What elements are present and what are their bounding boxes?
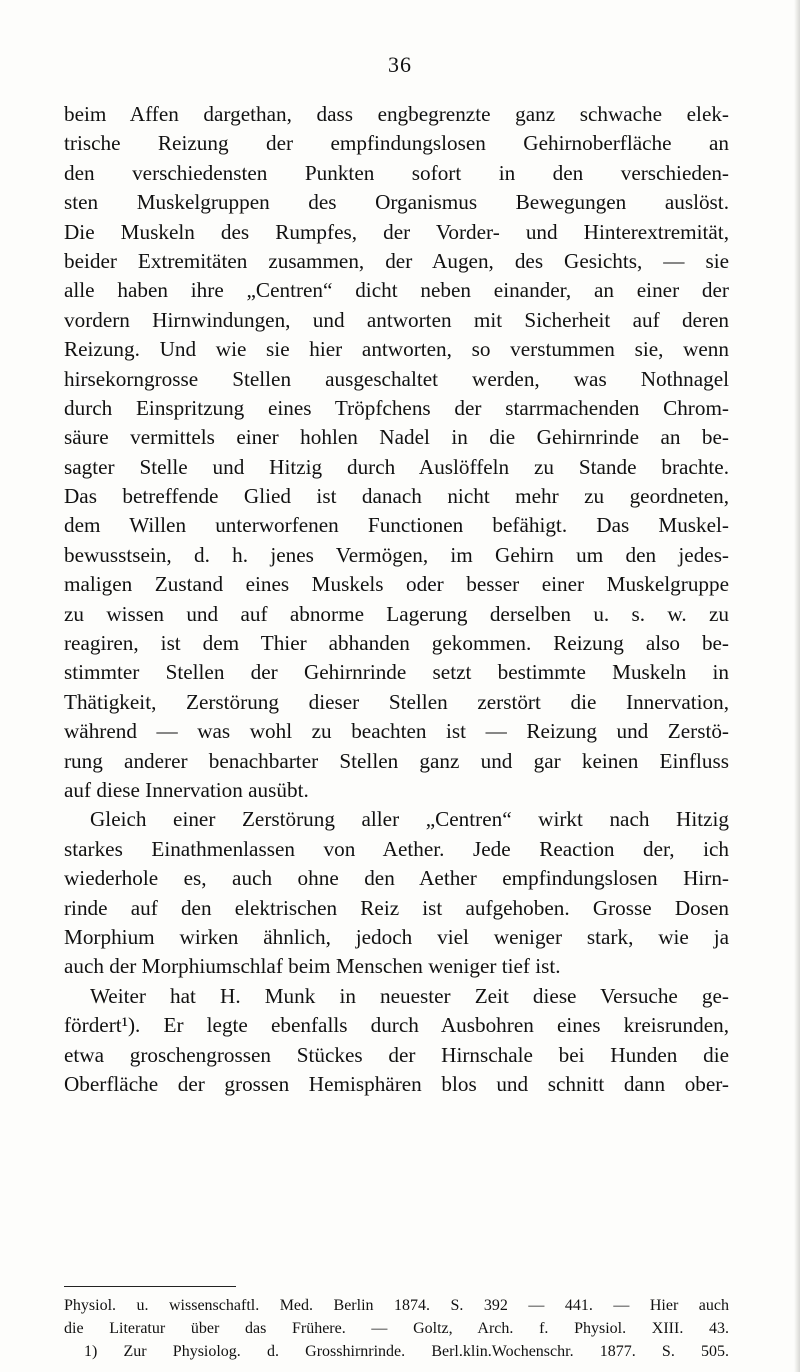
text-line: Morphium wirken ähnlich, jedoch viel weniger stark, wie ja <box>64 924 729 949</box>
text-line: durch Einspritzung eines Tröpfchens der starrmachenden Chrom- <box>64 395 729 420</box>
footnote-divider <box>64 1286 236 1287</box>
text-line: den verschiedensten Punkten sofort in den verschieden- <box>64 160 729 185</box>
text-line-paragraph-start: Weiter hat H. Munk in neuester Zeit diese Versuche ge- <box>90 983 729 1008</box>
text-line: Oberfläche der grossen Hemisphären blos und schnitt dann ober- <box>64 1071 729 1096</box>
text-line: Thätigkeit, Zerstörung dieser Stellen zerstört die Innervation, <box>64 689 729 714</box>
body-text <box>64 100 729 1099</box>
text-line: fördert¹). Er legte ebenfalls durch Ausbohren eines kreisrunden, <box>64 1013 729 1038</box>
text-line: Das betreffende Glied ist danach nicht mehr zu geordneten, <box>64 484 729 509</box>
text-line-paragraph-end: auch der Morphiumschlaf beim Menschen weniger tief ist. <box>64 954 561 979</box>
text-line: etwa groschengrossen Stückes der Hirnschale bei Hunden die <box>64 1042 729 1067</box>
text-line: trische Reizung der empfindungslosen Gehirnoberfläche an <box>64 131 729 156</box>
footnote-line: 1) Zur Physiolog. d. Grosshirnrinde. Berl.klin.Wochenschr. 1877. S. 505. <box>84 1343 729 1360</box>
page-edge-shadow <box>794 0 800 1372</box>
text-line-paragraph-end: auf diese Innervation ausübt. <box>64 777 309 802</box>
text-line: Die Muskeln des Rumpfes, der Vorder- und Hinterextremität, <box>64 219 729 244</box>
text-line: zu wissen und auf abnorme Lagerung derselben u. s. w. zu <box>64 601 729 626</box>
text-line: dem Willen unterworfenen Functionen befähigt. Das Muskel- <box>64 513 729 538</box>
text-line-paragraph-start: Gleich einer Zerstörung aller „Centren“ wirkt nach Hitzig <box>90 807 729 832</box>
page-number: 36 <box>388 52 412 77</box>
footnote-line: Physiol. u. wissenschaftl. Med. Berlin 1874. S. 392 — 441. — Hier auch <box>64 1297 729 1314</box>
text-line: beider Extremitäten zusammen, der Augen, des Gesichts, — sie <box>64 248 729 273</box>
text-line: rung anderer benachbarter Stellen ganz und gar keinen Einfluss <box>64 748 729 773</box>
footnote-line: die Literatur über das Frühere. — Goltz, Arch. f. Physiol. XIII. 43. <box>64 1320 729 1337</box>
text-line: bewusstsein, d. h. jenes Vermögen, im Gehirn um den jedes- <box>64 542 729 567</box>
text-line: wiederhole es, auch ohne den Aether empfindungslosen Hirn- <box>64 866 729 891</box>
text-line: starkes Einathmenlassen von Aether. Jede Reaction der, ich <box>64 836 729 861</box>
text-line: rinde auf den elektrischen Reiz ist aufgehoben. Grosse Dosen <box>64 895 729 920</box>
text-line: säure vermittels einer hohlen Nadel in die Gehirnrinde an be- <box>64 425 729 450</box>
text-line: sten Muskelgruppen des Organismus Bewegungen auslöst. <box>64 190 729 215</box>
footnotes <box>64 1294 729 1363</box>
text-line: beim Affen dargethan, dass engbegrenzte ganz schwache elek- <box>64 102 729 126</box>
text-line: während — was wohl zu beachten ist — Reizung und Zerstö- <box>64 719 729 744</box>
text-line: sagter Stelle und Hitzig durch Auslöffeln zu Stande brachte. <box>64 454 729 479</box>
text-line: stimmter Stellen der Gehirnrinde setzt bestimmte Muskeln in <box>64 660 729 685</box>
text-line: Reizung. Und wie sie hier antworten, so verstummen sie, wenn <box>64 337 729 362</box>
text-line: vordern Hirnwindungen, und antworten mit Sicherheit auf deren <box>64 307 729 332</box>
text-line: reagiren, ist dem Thier abhanden gekommen. Reizung also be- <box>64 631 729 656</box>
text-line: hirsekorngrosse Stellen ausgeschaltet werden, was Nothnagel <box>64 366 729 391</box>
text-line: alle haben ihre „Centren“ dicht neben einander, an einer der <box>64 278 729 303</box>
text-line: maligen Zustand eines Muskels oder besser einer Muskelgruppe <box>64 572 729 597</box>
